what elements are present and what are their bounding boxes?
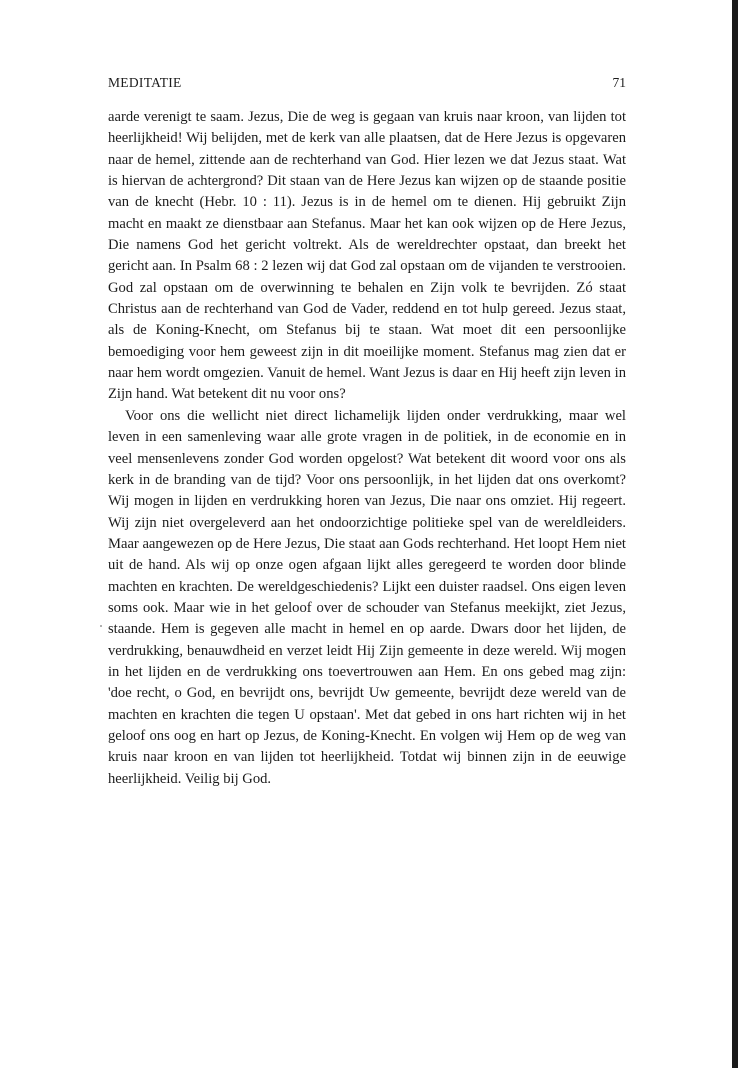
binding-edge [732, 0, 738, 1068]
page-number: 71 [612, 75, 626, 90]
running-header [108, 75, 626, 91]
body-text [108, 107, 626, 790]
paragraph: Voor ons die wellicht niet direct lichamelijk lijden onder verdrukking, maar wel leven in een samenleving waar alle grote vragen in de politiek, in de economie en in veel mensenlevens zonder God worden opgelost? Wat betekent dit woord voor ons als kerk in de branding van de tijd? Voor ons persoonlijk, in het lijden dat ons overkomt? Wij mogen in lijden en verdrukking horen van Jezus, Die naar ons omziet. Hij regeert. Wij zijn niet overgeleverd aan het ondoorzichtige politieke spel van de wereldleiders. Maar aangewezen op de Here Jezus, Die staat aan Gods rechterhand. Het loopt Hem niet uit de hand. Als wij op onze ogen afgaan lijkt alles geregeerd te worden door blinde machten en krachten. De wereldgeschiedenis? Lijkt een duister raadsel. Ons eigen leven soms ook. Maar wie in het geloof over de schouder van Stefanus meekijkt, ziet Jezus, staande. Hem is gegeven alle macht in hemel en op aarde. Dwars door het lijden, de verdrukking, benauwdheid en verzet leidt Hij Zijn gemeente in deze wereld. Wij mogen in het lijden en de verdrukking ons toevertrouwen aan Hem. En ons gebed mag zijn: 'doe recht, o God, en bevrijdt ons, bevrijdt Uw gemeente, bevrijdt deze wereld van de machten en krachten die tegen U opstaan'. Met dat gebed in ons hart richten wij in het geloof ons oog en hart op Jezus, de Koning-Knecht. En volgen wij Hem op de weg van kruis naar kroon en van lijden tot heerlijkheid. Totdat wij binnen zijn in de eeuwige heerlijkheid. Veilig bij God. [108, 407, 626, 787]
section-title: MEDITATIE [108, 75, 182, 90]
paragraph-continuation: aarde verenigt te saam. Jezus, Die de weg is gegaan van kruis naar kroon, van lijden tot heerlijkheid! Wij belijden, met de kerk van alle plaatsen, dat de Here Jezus is opgevaren naar de hemel, zittende aan de rechterhand van God. Hier lezen we dat Jezus staat. Wat is hiervan de achtergrond? Dit staan van de Here Jezus kan wijzen op de staande positie van de knecht (Hebr. 10 : 11). Jezus is in de hemel om te dienen. Hij gebruikt Zijn macht en maakt ze dienstbaar aan Stefanus. Maar het kan ook wijzen op de Here Jezus, Die namens God het gericht voltrekt. Als de wereldrechter opstaat, dan breekt het gericht aan. In Psalm 68 : 2 lezen wij dat God zal opstaan om de vijanden te verstrooien. God zal opstaan om de overwinning te behalen en Zijn volk te bevrijden. Zó staat Christus aan de rechterhand van God de Vader, reddend en tot hulp gereed. Jezus staat, als de Koning-Knecht, om Stefanus bij te staan. Wat moet dit een persoonlijke bemoediging voor hem geweest zijn in dit moeilijke moment. Stefanus mag zien dat er naar hem wordt omgezien. Vanuit de hemel. Want Jezus is daar en Hij heeft zijn leven in Zijn hand. Wat betekent dit nu voor ons? [108, 109, 626, 403]
scan-speck [100, 625, 102, 627]
